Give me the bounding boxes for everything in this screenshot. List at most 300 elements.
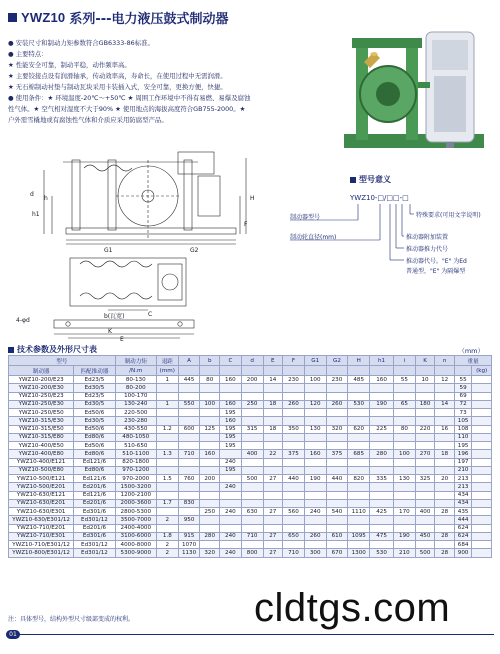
table-cell: 5300-9000 — [115, 549, 156, 557]
table-cell: 27 — [263, 549, 283, 557]
table-cell: Ed201/6 — [74, 499, 115, 507]
table-cell — [200, 524, 220, 532]
table-cell — [156, 392, 178, 400]
label-C: C — [148, 311, 153, 318]
table-cell: 28 — [435, 508, 455, 516]
table-cell: 684 — [454, 541, 471, 549]
col-torque-unit: /N.m — [115, 366, 156, 376]
label-extra: 推动器附加装置 — [406, 234, 449, 241]
table-row — [9, 516, 492, 524]
table-cell: 1095 — [348, 532, 370, 540]
table-cell — [326, 409, 348, 417]
col-weight: 重量 — [454, 356, 491, 366]
table-cell: 220 — [415, 425, 435, 433]
table-cell — [178, 392, 200, 400]
table-cell — [200, 458, 220, 466]
table-cell: 80-200 — [115, 384, 156, 392]
feature-line: ● 主要特点： — [8, 50, 48, 58]
table-cell: 510-1100 — [115, 450, 156, 458]
table-row — [9, 483, 492, 491]
table-cell — [241, 524, 263, 532]
table-cell: 69 — [454, 392, 471, 400]
table-cell: 3100-6000 — [115, 532, 156, 540]
table-cell: 73 — [454, 409, 471, 417]
table-cell: 240 — [220, 458, 242, 466]
table-cell — [283, 392, 305, 400]
table-cell — [326, 524, 348, 532]
table-cell — [241, 417, 263, 425]
table-cell: YWZ10-710/E201 — [9, 524, 74, 532]
table-cell: 2000-3600 — [115, 499, 156, 507]
table-row — [9, 376, 492, 384]
table-cell — [283, 499, 305, 507]
table-cell — [241, 491, 263, 499]
table-cell — [200, 483, 220, 491]
table-cell — [348, 483, 370, 491]
table-cell: YWZ10-800/E301/12 — [9, 549, 74, 557]
label-option: 特殊要求(可用文字说明) — [416, 212, 481, 219]
table-cell: Ed80/6 — [74, 450, 115, 458]
table-cell — [304, 409, 326, 417]
table-row — [9, 541, 492, 549]
table-cell: 260 — [304, 532, 326, 540]
table-cell: 80 — [394, 425, 416, 433]
table-cell: 170 — [394, 508, 416, 516]
table-cell: 195 — [220, 409, 242, 417]
table-cell: 250 — [200, 508, 220, 516]
table-row — [9, 491, 492, 499]
table-cell — [415, 392, 435, 400]
table-cell: Ed80/6 — [74, 466, 115, 474]
table-cell: Ed301/12 — [74, 516, 115, 524]
table-cell — [156, 433, 178, 441]
table-cell: 80 — [200, 376, 220, 384]
table-cell: YWZ10-200/E30 — [9, 384, 74, 392]
table-cell — [263, 499, 283, 507]
col-retreat: 退距 — [156, 356, 178, 366]
table-cell: 80-130 — [115, 376, 156, 384]
table-cell: 225 — [370, 425, 394, 433]
table-cell: 190 — [394, 532, 416, 540]
table-cell: 915 — [178, 532, 200, 540]
table-cell: Ed30/5 — [74, 384, 115, 392]
table-cell: 300 — [304, 549, 326, 557]
table-cell: 22 — [263, 450, 283, 458]
table-cell: YWZ10-250/E30 — [9, 400, 74, 408]
table-cell — [394, 491, 416, 499]
table-title: 技术参数及外形尺寸表 — [17, 345, 97, 354]
table-cell: 240 — [220, 508, 242, 516]
table-cell — [220, 524, 242, 532]
table-cell: 260 — [326, 400, 348, 408]
feature-line: 户外需雪橇地或有腐蚀性气体和介质应采用防腐型产品。 — [8, 116, 168, 124]
table-cell: 195 — [454, 442, 471, 450]
table-cell: 710 — [241, 532, 263, 540]
table-cell — [178, 491, 200, 499]
table-cell: Ed301/12 — [74, 549, 115, 557]
table-cell: 200 — [200, 475, 220, 483]
table-cell: 325 — [415, 475, 435, 483]
table-cell: 270 — [415, 450, 435, 458]
feature-line: ● 安装尺寸和制动力矩参数符合GB6333-86标准。 — [8, 39, 154, 47]
table-cell: Ed30/5 — [74, 417, 115, 425]
table-cell: 200 — [241, 376, 263, 384]
table-cell — [283, 433, 305, 441]
table-cell — [326, 466, 348, 474]
table-cell — [435, 392, 455, 400]
table-cell: 197 — [454, 458, 471, 466]
table-row — [9, 466, 492, 474]
table-cell: 1.3 — [156, 450, 178, 458]
table-cell: 710 — [283, 549, 305, 557]
table-cell — [435, 541, 455, 549]
model-meaning — [286, 174, 496, 340]
label-b: b(瓦宽) — [104, 313, 125, 320]
table-cell: Ed301/12 — [74, 541, 115, 549]
table-cell — [263, 384, 283, 392]
table-cell: 230-280 — [115, 417, 156, 425]
table-cell — [241, 499, 263, 507]
table-cell: Ed121/6 — [74, 475, 115, 483]
table-cell — [263, 458, 283, 466]
page-title — [8, 6, 229, 28]
feature-line: ★ 主要铰接点设有润滑轴承，传动效率高，寿命长，在使用过程中无需润滑。 — [8, 72, 227, 80]
table-cell — [304, 483, 326, 491]
feature-list — [8, 38, 330, 126]
label-pusher2: 普通型，"E" 为隔爆型 — [406, 268, 466, 275]
col-torque: 制动力矩 — [115, 356, 156, 366]
table-cell — [348, 499, 370, 507]
table-cell: 210 — [394, 549, 416, 557]
table-row — [9, 384, 492, 392]
table-cell — [348, 392, 370, 400]
table-cell — [415, 442, 435, 450]
table-cell: 560 — [283, 508, 305, 516]
table-cell: 160 — [220, 417, 242, 425]
table-cell: Ed121/6 — [74, 458, 115, 466]
table-cell — [326, 491, 348, 499]
table-row — [9, 524, 492, 532]
table-cell — [283, 417, 305, 425]
table-cell — [263, 417, 283, 425]
table-cell — [370, 499, 394, 507]
table-cell: 195 — [220, 425, 242, 433]
table-cell: 440 — [283, 475, 305, 483]
table-cell — [263, 541, 283, 549]
table-cell: 250 — [241, 400, 263, 408]
table-cell — [200, 491, 220, 499]
label-E: E — [120, 336, 124, 342]
table-cell: 2 — [156, 541, 178, 549]
table-cell: YWZ10-400/E121 — [9, 458, 74, 466]
table-cell: 335 — [370, 475, 394, 483]
label-d: d — [30, 191, 34, 198]
table-cell — [370, 392, 394, 400]
label-h1: h1 — [32, 211, 40, 218]
table-cell: Ed301/6 — [74, 508, 115, 516]
table-cell — [472, 384, 492, 392]
table-cell: 20 — [435, 475, 455, 483]
table-cell: 670 — [326, 549, 348, 557]
table-cell — [200, 392, 220, 400]
table-cell: 230 — [326, 376, 348, 384]
table-cell — [326, 499, 348, 507]
table-cell: 320 — [200, 549, 220, 557]
col-h1: h1 — [370, 356, 394, 366]
table-cell: 500 — [415, 549, 435, 557]
table-cell: 950 — [178, 516, 200, 524]
table-cell: 600 — [178, 425, 200, 433]
table-cell — [178, 466, 200, 474]
label-F: F — [244, 221, 248, 228]
table-cell: 440 — [326, 475, 348, 483]
table-cell: 760 — [178, 475, 200, 483]
table-cell — [415, 466, 435, 474]
table-cell — [472, 483, 492, 491]
table-cell: 16 — [435, 425, 455, 433]
footer-rule — [20, 634, 494, 635]
table-cell — [304, 458, 326, 466]
table-cell: 2800-5300 — [115, 508, 156, 516]
table-cell: 196 — [454, 450, 471, 458]
table-cell — [415, 524, 435, 532]
table-cell — [435, 466, 455, 474]
table-cell: 445 — [178, 376, 200, 384]
title-text: 系列---电力液压鼓式制动器 — [69, 11, 229, 27]
table-cell — [348, 384, 370, 392]
table-cell: 710 — [178, 450, 200, 458]
label-G2: G2 — [190, 247, 199, 254]
table-cell — [263, 392, 283, 400]
table-cell: 10 — [415, 376, 435, 384]
table-cell: 450 — [415, 532, 435, 540]
table-cell — [304, 433, 326, 441]
table-cell — [304, 442, 326, 450]
table-cell: 160 — [220, 376, 242, 384]
table-row — [9, 458, 492, 466]
table-cell: 350 — [283, 425, 305, 433]
table-cell: 190 — [304, 475, 326, 483]
table-cell — [348, 442, 370, 450]
table-cell — [220, 450, 242, 458]
table-cell — [178, 508, 200, 516]
table-cell — [241, 516, 263, 524]
table-cell — [370, 524, 394, 532]
label-H: H — [250, 195, 255, 202]
table-cell — [263, 516, 283, 524]
table-cell: Ed201/6 — [74, 524, 115, 532]
col-brake: 制动器 — [9, 366, 74, 376]
table-cell: 240 — [220, 549, 242, 557]
table-cell — [472, 549, 492, 557]
table-cell: 970-1200 — [115, 466, 156, 474]
table-cell: YWZ10-630/E201 — [9, 499, 74, 507]
table-cell — [283, 466, 305, 474]
table-cell: YWZ10-315/E80 — [9, 433, 74, 441]
table-heading — [8, 344, 97, 355]
table-cell — [394, 384, 416, 392]
table-cell: 540 — [326, 508, 348, 516]
table-cell: 125 — [200, 425, 220, 433]
table-cell — [241, 433, 263, 441]
table-cell: 375 — [326, 450, 348, 458]
table-cell: 444 — [454, 516, 471, 524]
table-cell: 160 — [304, 450, 326, 458]
table-cell — [283, 409, 305, 417]
table-cell — [370, 442, 394, 450]
product-photo — [334, 24, 494, 174]
table-cell: 195 — [220, 433, 242, 441]
table-cell: YWZ10-710/E301/12 — [9, 541, 74, 549]
table-cell — [283, 516, 305, 524]
table-cell — [394, 466, 416, 474]
table-cell — [241, 483, 263, 491]
table-cell — [304, 516, 326, 524]
table-cell — [263, 483, 283, 491]
col-retreat-unit: (mm) — [156, 366, 178, 376]
table-cell — [326, 384, 348, 392]
label-thrust: 推动器推力代号 — [406, 246, 449, 253]
page-footer — [0, 630, 500, 640]
table-cell: Ed80/6 — [74, 433, 115, 441]
table-row — [9, 475, 492, 483]
table-cell — [200, 384, 220, 392]
table-cell: 14 — [263, 376, 283, 384]
table-cell: 685 — [348, 450, 370, 458]
table-cell: 195 — [220, 442, 242, 450]
table-cell — [348, 458, 370, 466]
table-cell: 2 — [156, 516, 178, 524]
table-cell — [415, 458, 435, 466]
table-cell — [304, 491, 326, 499]
table-cell: 2 — [156, 549, 178, 557]
table-cell — [156, 384, 178, 392]
table-cell — [435, 524, 455, 532]
table-cell: Ed121/6 — [74, 491, 115, 499]
table-cell — [220, 516, 242, 524]
table-cell — [370, 541, 394, 549]
table-cell: 27 — [263, 532, 283, 540]
table-cell: 100 — [304, 376, 326, 384]
table-bullet — [8, 347, 14, 353]
table-cell — [370, 433, 394, 441]
table-row — [9, 450, 492, 458]
table-cell: 105 — [454, 417, 471, 425]
table-cell — [220, 499, 242, 507]
feature-line: ● 使用条件：★ 环境温度-20℃～+50℃ ★ 周围工作环境中不得有易燃、易爆及腐蚀 — [8, 94, 251, 102]
col-K: K — [415, 356, 435, 366]
table-cell — [326, 417, 348, 425]
table-cell: 100 — [394, 450, 416, 458]
table-cell: 2400-4000 — [115, 524, 156, 532]
table-cell — [200, 442, 220, 450]
table-cell: 624 — [454, 524, 471, 532]
table-cell: 480-1050 — [115, 433, 156, 441]
table-cell: 28 — [435, 549, 455, 557]
table-cell — [156, 466, 178, 474]
table-cell — [178, 417, 200, 425]
table-cell: 240 — [220, 532, 242, 540]
table-cell — [472, 442, 492, 450]
table-cell: YWZ10-200/E23 — [9, 376, 74, 384]
model-title: 型号意义 — [359, 175, 391, 184]
table-cell — [263, 433, 283, 441]
table-cell — [263, 524, 283, 532]
table-cell: 220-500 — [115, 409, 156, 417]
col-d: d — [241, 356, 263, 366]
table-cell: 120 — [304, 400, 326, 408]
table-cell — [394, 417, 416, 425]
table-cell: Ed201/6 — [74, 483, 115, 491]
table-cell — [472, 400, 492, 408]
table-cell — [472, 475, 492, 483]
table-cell — [241, 442, 263, 450]
table-cell — [263, 466, 283, 474]
table-cell: 485 — [348, 376, 370, 384]
table-cell: Ed50/6 — [74, 442, 115, 450]
table-cell: 630 — [241, 508, 263, 516]
table-cell — [472, 508, 492, 516]
table-cell: YWZ10-710/E301 — [9, 532, 74, 540]
table-cell — [283, 491, 305, 499]
table-cell — [370, 516, 394, 524]
table-cell — [156, 483, 178, 491]
table-cell: 610 — [326, 532, 348, 540]
table-cell: 3500-7000 — [115, 516, 156, 524]
col-E: E — [263, 356, 283, 366]
table-cell: YWZ10-400/E80 — [9, 450, 74, 458]
col-n: n — [435, 356, 455, 366]
table-cell — [304, 524, 326, 532]
table-cell: 65 — [394, 400, 416, 408]
table-cell: 1 — [156, 400, 178, 408]
table-cell — [241, 466, 263, 474]
model-code: YWZ10-□/□□-□ — [350, 194, 409, 202]
table-cell — [304, 384, 326, 392]
table-cell: 1200-2100 — [115, 491, 156, 499]
table-cell: 130 — [394, 475, 416, 483]
table-cell — [241, 458, 263, 466]
table-cell — [435, 433, 455, 441]
table-cell — [435, 384, 455, 392]
table-cell — [415, 483, 435, 491]
table-cell — [304, 499, 326, 507]
table-cell — [283, 524, 305, 532]
table-cell: YWZ10-500/E80 — [9, 466, 74, 474]
table-cell: 72 — [454, 400, 471, 408]
table-cell — [326, 541, 348, 549]
table-cell: 1070 — [178, 541, 200, 549]
table-cell — [370, 409, 394, 417]
table-cell — [220, 541, 242, 549]
table-cell: 900 — [454, 549, 471, 557]
table-cell: 12 — [435, 376, 455, 384]
table-cell: 280 — [370, 450, 394, 458]
table-cell — [156, 508, 178, 516]
table-cell: 425 — [370, 508, 394, 516]
table-cell — [304, 392, 326, 400]
table-cell: 475 — [370, 532, 394, 540]
table-cell: Ed50/6 — [74, 409, 115, 417]
col-model: 型号 — [9, 356, 116, 366]
table-cell: 130 — [304, 425, 326, 433]
table-cell — [472, 524, 492, 532]
table-cell — [200, 409, 220, 417]
table-cell — [348, 491, 370, 499]
table-cell: 400 — [241, 450, 263, 458]
table-cell — [283, 483, 305, 491]
table-cell — [156, 417, 178, 425]
